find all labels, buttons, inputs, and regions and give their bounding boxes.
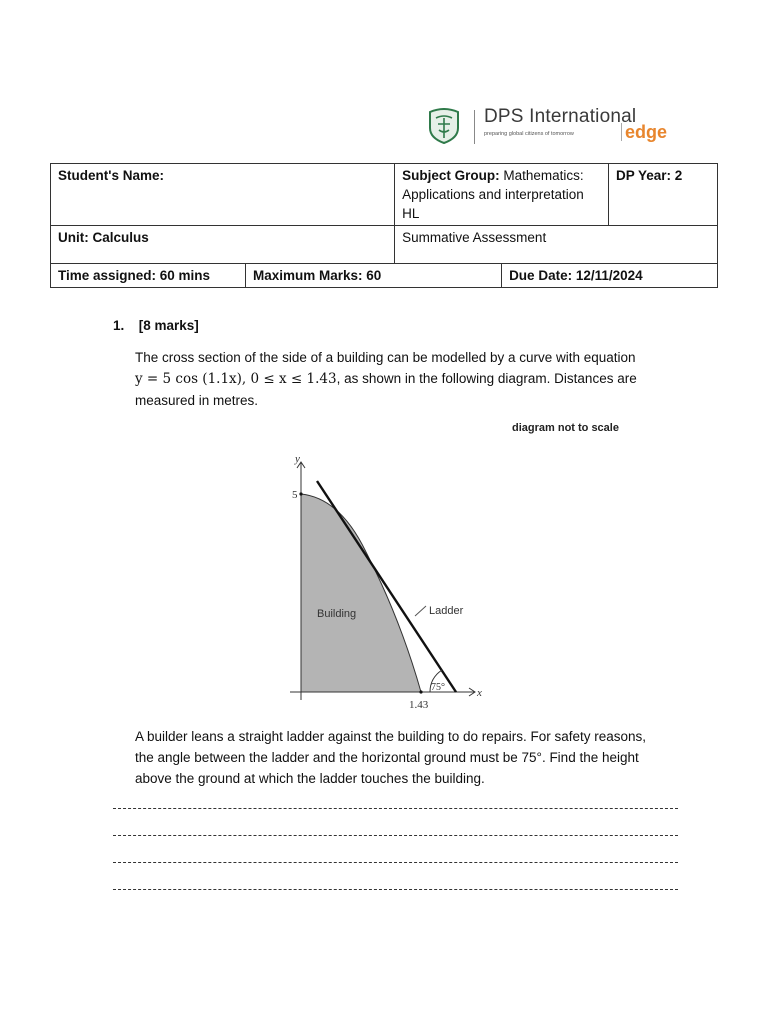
school-crest-icon — [424, 108, 464, 144]
building-ladder-diagram — [280, 448, 500, 720]
assessment-type: Summative Assessment — [402, 230, 547, 245]
student-name-label: Student's Name: — [58, 168, 164, 183]
answer-line-3[interactable] — [113, 862, 678, 863]
brand-sub: edge — [621, 123, 667, 141]
y-axis-label: y — [295, 453, 300, 465]
question-heading — [113, 318, 199, 333]
maximum-marks: Maximum Marks: 60 — [253, 268, 382, 283]
dp-year-label: DP Year: 2 — [616, 168, 683, 183]
dp-year-cell — [609, 164, 718, 226]
student-name-cell[interactable] — [51, 164, 395, 226]
equation: y = 5 cos (1.1x), 0 ≤ x ≤ 1.43 — [135, 371, 337, 387]
unit-cell — [51, 226, 395, 264]
answer-line-2[interactable] — [113, 835, 678, 836]
max-marks-cell — [246, 264, 502, 288]
school-logo — [424, 104, 674, 150]
question-marks: [8 marks] — [138, 318, 199, 333]
building-label: Building — [317, 608, 357, 620]
x-intercept-label: 1.43 — [409, 699, 429, 711]
due-date: Due Date: 12/11/2024 — [509, 268, 643, 283]
intro-text-2: , as shown in the following diagram. Distances are measured in metres. — [135, 371, 637, 408]
x-intercept-point — [419, 690, 422, 693]
answer-line-4[interactable] — [113, 889, 678, 890]
subject-group-value: Mathematics: Applications and interpretation HL — [402, 168, 584, 221]
y-intercept-label: 5 — [292, 489, 298, 501]
assessment-info-table — [50, 163, 718, 288]
due-date-cell — [502, 264, 718, 288]
subject-group-cell — [395, 164, 609, 226]
time-assigned-cell — [51, 264, 246, 288]
building-shape — [301, 494, 421, 692]
logo-divider — [474, 110, 475, 144]
brand-tagline: preparing global citizens of tomorrow — [484, 131, 574, 137]
ladder-leader-line — [415, 606, 426, 616]
brand-name: DPS International — [484, 106, 637, 127]
question-intro — [135, 347, 665, 411]
subject-group-label: Subject Group: — [402, 168, 500, 183]
intro-text-1: The cross section of the side of a building can be modelled by a curve with equation — [135, 350, 636, 365]
diagram-note: diagram not to scale — [512, 422, 619, 434]
time-assigned: Time assigned: 60 mins — [58, 268, 211, 283]
question-body: A builder leans a straight ladder against the building to do repairs. For safety reasons, the angle between the ladder and the horizontal ground must be 75°. Find the height above the ground at which the ladder touches the building. — [135, 729, 647, 786]
y-intercept-point — [299, 492, 302, 495]
ladder-label: Ladder — [429, 605, 464, 617]
answer-line-1[interactable] — [113, 808, 678, 809]
question-number: 1. — [113, 318, 125, 333]
angle-label: 75° — [431, 682, 445, 693]
x-axis-label: x — [477, 687, 482, 699]
assessment-type-cell — [395, 226, 718, 264]
unit-label: Unit: Calculus — [58, 230, 149, 245]
